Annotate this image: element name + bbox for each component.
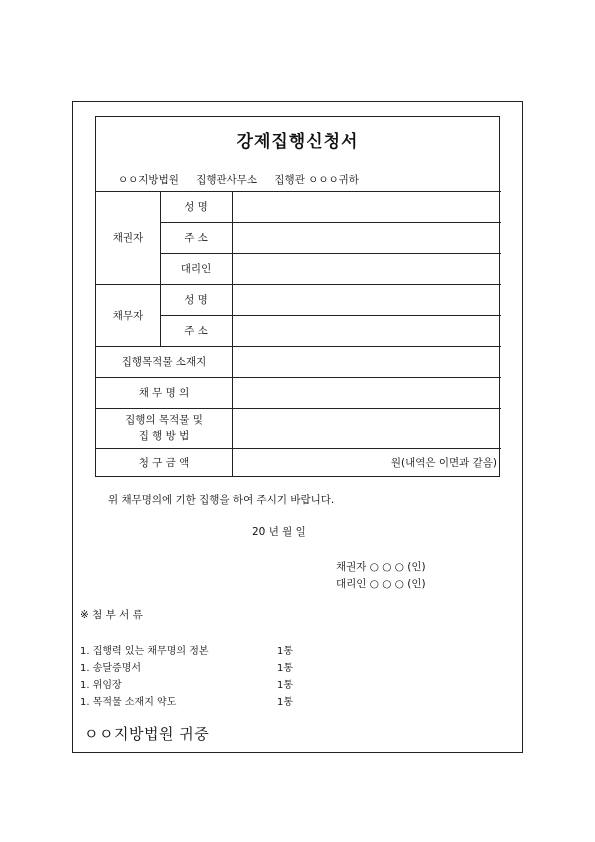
creditor-signature: 채권자 ○ ○ ○ (인) <box>336 561 426 573</box>
debtor-group-label: 채무자 <box>112 309 144 322</box>
attachment-label: 1. 위임장 <box>80 680 122 691</box>
claim-amount-label: 청 구 금 액 <box>138 457 190 469</box>
addressee-court: ㅇㅇ지방법원 <box>118 174 179 186</box>
agent-signature: 대리인 ○ ○ ○ (인) <box>336 578 426 590</box>
attachment-item <box>80 693 294 708</box>
document-title: 강제집행신청서 <box>236 132 359 152</box>
object-method-line1: 집행의 목적물 및 <box>125 414 203 426</box>
attachment-label: 1. 집행력 있는 채무명의 정본 <box>80 646 209 657</box>
creditor-agent-label: 대리인 <box>180 263 212 275</box>
request-statement: 위 채무명의에 기한 집행을 하여 주시기 바랍니다. <box>108 494 335 506</box>
attachment-qty: 1통 <box>277 697 294 708</box>
attachments-heading: ※ 첨 부 서 류 <box>80 609 143 621</box>
attachment-label: 1. 송달증명서 <box>80 663 142 674</box>
attachment-label: 1. 목적물 소재지 약도 <box>80 697 177 708</box>
title-of-debt-label: 채 무 명 의 <box>138 387 190 399</box>
debtor-name-label: 성 명 <box>184 294 208 306</box>
addressee-line <box>118 172 373 187</box>
attachment-qty: 1통 <box>277 680 294 691</box>
attachment-item <box>80 642 294 657</box>
addressee-office: 집행관사무소 <box>196 174 258 186</box>
attachment-qty: 1통 <box>277 663 294 674</box>
object-location-label: 집행목적물 소재지 <box>121 356 207 368</box>
claim-amount-note: 원(내역은 이면과 같음) <box>390 457 497 469</box>
creditor-group-label: 채권자 <box>112 232 144 244</box>
creditor-address-label: 주 소 <box>184 232 208 244</box>
table-col-rule <box>232 191 233 477</box>
date-line: 20 년 월 일 <box>252 526 306 538</box>
court-footer: ㅇㅇ지방법원 귀중 <box>84 725 210 743</box>
attachment-item <box>80 676 294 691</box>
addressee-officer: 집행관 ㅇㅇㅇ귀하 <box>274 174 359 186</box>
debtor-address-label: 주 소 <box>184 325 208 337</box>
object-method-line2: 집 행 방 법 <box>138 430 190 442</box>
application-form-box <box>95 116 500 477</box>
creditor-name-label: 성 명 <box>184 201 208 213</box>
attachment-item <box>80 659 294 674</box>
attachment-qty: 1통 <box>277 646 294 657</box>
object-method-label <box>96 408 232 448</box>
